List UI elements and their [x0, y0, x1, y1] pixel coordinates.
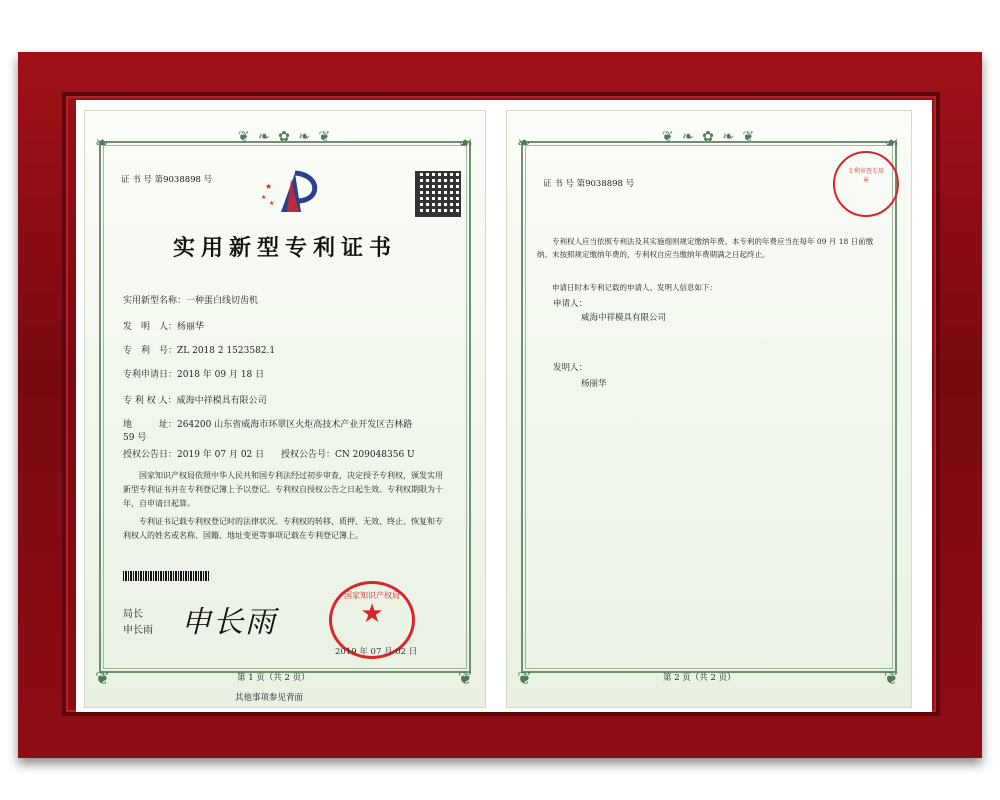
ornament-corner-br: ❦ [883, 668, 901, 689]
review-seal: 专利审查专用章 [833, 151, 899, 217]
page-border [521, 141, 897, 673]
applicant-info-intro: 申请日时本专利记载的申请人、发明人信息如下： [552, 283, 717, 292]
field-announce-date: 授权公告日：2019 年 07 月 02 日 授权公告号：CN 209048356 U [123, 450, 415, 460]
field-utility-name: 实用新型名称：一种蛋白线切齿机 [123, 296, 259, 306]
footer-note: 其他事项参见背面 [235, 693, 304, 703]
page-border [99, 141, 471, 673]
inventor-label: 发明人： [553, 363, 588, 373]
seal-date: 2019 年 07 月 02 日 [335, 647, 418, 657]
field-patent-no: 专 利 号：ZL 2018 2 1523582.1 [123, 346, 276, 356]
cnipa-logo-icon [261, 167, 321, 217]
national-emblem-icon: ★ [360, 599, 384, 629]
inventor-value: 杨丽华 [581, 379, 607, 389]
cert-number: 证 书 号 第9038898 号 [121, 175, 213, 185]
annual-fee-paragraph: 专利权人应当依照专利法及其实施细则规定缴纳年费。本专利的年费应当在每年 09 月 18 日前缴纳。未按照规定缴纳年费的，专利权自应当缴纳年费期满之日起终止。 [537, 237, 874, 259]
legal-status-paragraph: 专利证书记载专利权登记时的法律状况。专利权的转移、质押、无效、终止、恢复和专利权人的姓名或名称、国籍、地址变更等事项记载在专利登记簿上。 [123, 517, 443, 540]
field-address: 地 址：264200 山东省威海市环翠区火炬高技术产业开发区吉林路 59 号 [123, 420, 413, 443]
ornament-top: ❦ ❧ ✿ ❧ ❦ [237, 129, 333, 145]
field-filing-date: 专利申请日：2018 年 09 月 18 日 [123, 370, 265, 380]
cert-number: 证 书 号 第9038898 号 [543, 179, 635, 189]
ornament-corner-bl: ❦ [95, 668, 113, 689]
ornament-corner-tr: ☙ [458, 133, 475, 152]
svg-text:★: ★ [261, 194, 267, 201]
certificate-page-1 [84, 110, 486, 708]
barcode [123, 571, 209, 581]
ornament-corner-tr: ☙ [884, 133, 901, 152]
grant-paragraph: 国家知识产权局依照中华人民共和国专利法经过初步审查，决定授予专利权，颁发实用新型专利证书并在专利登记簿上予以登记。专利权自授权公告之日起生效。专利权期限为十年，自申请日起算。 [123, 471, 443, 508]
qr-code [415, 171, 461, 217]
page-number: 第 1 页（共 2 页） [237, 673, 310, 683]
ornament-top: ❦ ❧ ✿ ❧ ❦ [661, 129, 757, 145]
field-patentee: 专 利 权 人：威海中祥模具有限公司 [123, 396, 267, 406]
svg-text:★: ★ [265, 182, 273, 191]
svg-text:★: ★ [269, 200, 275, 207]
director-signature: 申长雨 [181, 605, 277, 640]
certificate-title: 实用新型专利证书 [172, 235, 397, 261]
director-name: 申长雨 [123, 625, 153, 636]
ornament-corner-tl: ❧ [95, 133, 111, 152]
director-title: 局长 [123, 609, 143, 620]
applicant-label: 申请人： [553, 299, 588, 309]
field-inventor: 发 明 人：杨丽华 [123, 322, 205, 332]
page-number: 第 2 页（共 2 页） [663, 673, 736, 683]
ornament-corner-tl: ❧ [517, 133, 533, 152]
certificate-page-2 [506, 110, 912, 708]
ornament-corner-bl: ❦ [517, 668, 535, 689]
official-seal: 国家知识产权局 ★ [329, 581, 415, 659]
ornament-corner-br: ❦ [457, 668, 475, 689]
applicant-value: 威海中祥模具有限公司 [581, 313, 667, 323]
